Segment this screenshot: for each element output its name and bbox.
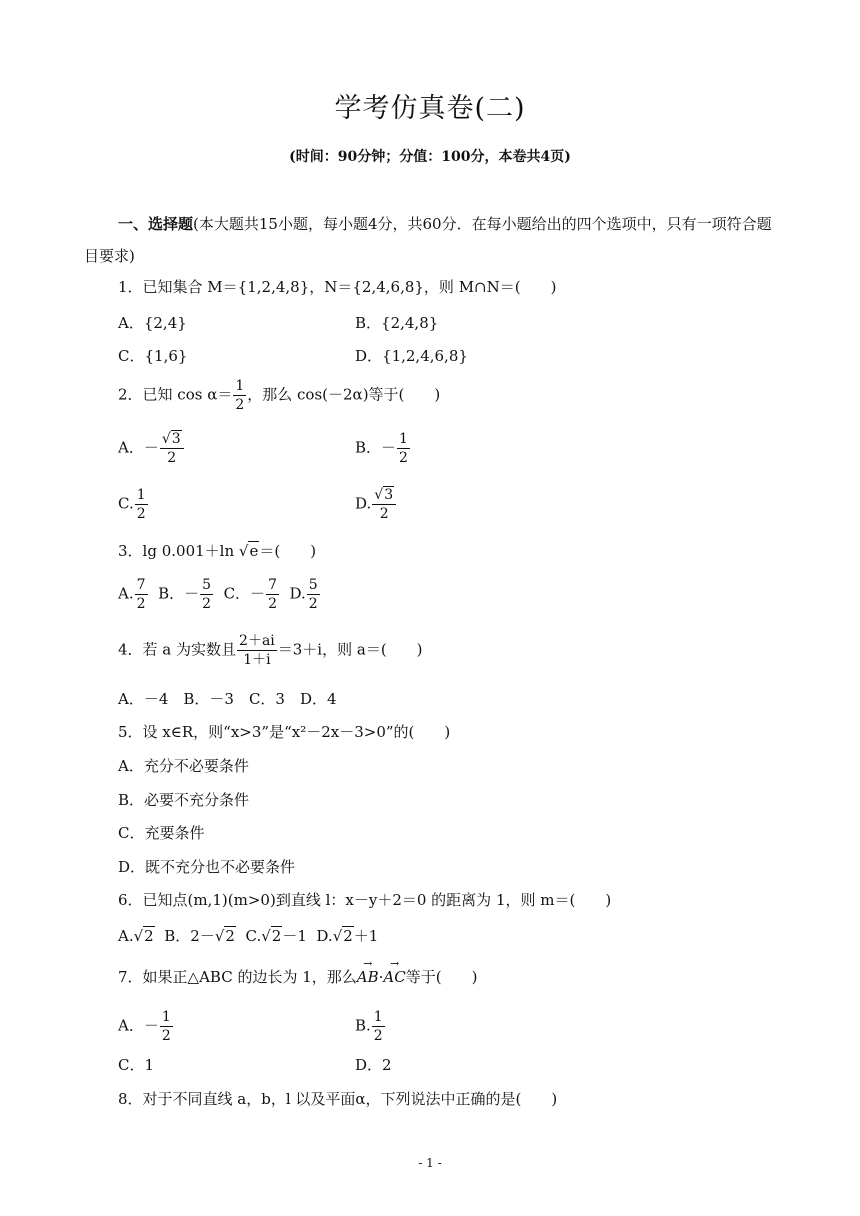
q6-b-radicand: 2 bbox=[225, 927, 235, 945]
section-instructions bbox=[84, 208, 784, 272]
q3-b-label: B．－ bbox=[158, 584, 200, 603]
q7-stem-post: 等于( ) bbox=[405, 968, 478, 986]
exam-info: (时间：90分钟；分值：100分，本卷共4页) bbox=[289, 149, 571, 165]
q6-stem: 6．已知点(m,1)(m>0)到直线 l：x－y＋2＝0 的距离为 1，则 m＝( ) bbox=[118, 891, 612, 909]
q2-c-den: 2 bbox=[136, 506, 146, 522]
q3-options bbox=[118, 576, 321, 613]
q4-stem-pre: 4．若 a 为实数且 bbox=[118, 640, 237, 659]
q7-option-a bbox=[118, 1008, 174, 1045]
q5-option-c: C．充要条件 bbox=[118, 824, 205, 842]
q7-b-label: B. bbox=[355, 1016, 371, 1035]
q7-option-d: D．2 bbox=[355, 1056, 392, 1074]
q7-dot: · bbox=[378, 968, 384, 986]
q7-a-num: 1 bbox=[161, 1009, 171, 1025]
q5-option-d: D．既不充分也不必要条件 bbox=[118, 858, 296, 876]
q6-options: A.√2 B．2－√2 C.√2－1 D.√2＋1 bbox=[118, 927, 379, 945]
q2-stem-post: ，那么 cos(－2α)等于( ) bbox=[247, 385, 441, 404]
q2-b-fraction bbox=[397, 430, 410, 467]
page-number: - 1 - bbox=[418, 1156, 442, 1170]
q3-b-num: 5 bbox=[202, 577, 212, 593]
q6-b-label: B．2－ bbox=[164, 927, 215, 945]
q4-options: A．－4 B．－3 C．3 D．4 bbox=[118, 690, 337, 708]
q2-a-radicand: 3 bbox=[171, 431, 181, 447]
q2-c-fraction bbox=[135, 486, 148, 523]
q7-stem-pre: 7．如果正△ABC 的边长为 1，那么 bbox=[118, 968, 357, 986]
q4-stem-post: ＝3＋i，则 a＝( ) bbox=[277, 640, 423, 659]
q3-d-fraction bbox=[307, 576, 320, 613]
q4-frac-den: 1＋i bbox=[237, 650, 277, 669]
q7-option-b bbox=[355, 1008, 386, 1045]
q2-a-den: 2 bbox=[160, 448, 184, 467]
q1-option-d: D．{1,2,4,6,8} bbox=[355, 347, 468, 365]
q3-stem-pre: 3．lg 0.001＋ln bbox=[118, 542, 239, 560]
q4-stem bbox=[118, 632, 423, 669]
q3-d-num: 5 bbox=[308, 577, 318, 593]
q8-stem: 8．对于不同直线 a，b，l 以及平面α，下列说法中正确的是( ) bbox=[118, 1090, 558, 1108]
q2-option-b bbox=[355, 430, 411, 467]
q1-option-a: A．{2,4} bbox=[118, 314, 187, 332]
q3-a-label: A. bbox=[118, 584, 134, 603]
q7-a-den: 2 bbox=[161, 1028, 171, 1044]
q2-d-radicand: 3 bbox=[384, 487, 394, 503]
q7-vector-ab: → AB bbox=[357, 968, 379, 986]
q2-frac-num: 1 bbox=[235, 378, 245, 394]
q4-fraction bbox=[237, 632, 277, 669]
q5-stem: 5．设 x∈R，则“x>3”是“x²－2x－3>0”的( ) bbox=[118, 723, 451, 741]
q7-a-label: A．－ bbox=[118, 1016, 159, 1035]
q6-c-radicand: 2 bbox=[271, 927, 282, 945]
q7-b-fraction bbox=[372, 1008, 385, 1045]
q2-c-label: C. bbox=[118, 494, 134, 513]
q2-option-a bbox=[118, 430, 185, 467]
q2-a-fraction bbox=[160, 430, 184, 467]
q6-a-radicand: 2 bbox=[144, 927, 154, 945]
q2-option-c bbox=[118, 486, 149, 523]
q2-a-num: √3 bbox=[161, 431, 181, 447]
q7-a-fraction bbox=[160, 1008, 173, 1045]
q2-b-label: B．－ bbox=[355, 438, 397, 457]
section-heading: 一、选择题 bbox=[118, 215, 194, 233]
q2-d-fraction bbox=[372, 486, 396, 523]
q3-stem-post: ＝( ) bbox=[259, 542, 317, 560]
q3-c-label: C．－ bbox=[223, 584, 266, 603]
q2-a-label: A．－ bbox=[118, 438, 159, 457]
q3-d-den: 2 bbox=[308, 596, 318, 612]
q3-d-label: D. bbox=[289, 584, 306, 603]
q3-c-den: 2 bbox=[268, 596, 277, 612]
q2-d-num: √3 bbox=[374, 487, 394, 503]
q2-d-den: 2 bbox=[372, 504, 396, 523]
q3-a-den: 2 bbox=[136, 596, 146, 612]
page-title: 学考仿真卷(二) bbox=[334, 93, 526, 124]
q6-a-label: A. bbox=[118, 927, 134, 945]
q2-b-den: 2 bbox=[399, 450, 408, 466]
q2-option-d bbox=[355, 486, 397, 523]
q6-c-post: －1 bbox=[282, 927, 307, 945]
q3-c-num: 7 bbox=[268, 577, 277, 593]
q2-c-num: 1 bbox=[136, 487, 146, 503]
q7-vector-ac: → AC bbox=[383, 968, 405, 986]
q5-option-b: B．必要不充分条件 bbox=[118, 791, 250, 809]
q3-stem: 3．lg 0.001＋ln √e＝( ) bbox=[118, 542, 317, 560]
q3-a-num: 7 bbox=[136, 577, 146, 593]
q2-fraction bbox=[233, 377, 246, 414]
section-text: (本大题共15小题，每小题4分，共60分．在每小题给出的四个选项中，只有一项符合题目要求) bbox=[84, 215, 772, 265]
q1-option-b: B．{2,4,8} bbox=[355, 314, 439, 332]
q3-c-fraction bbox=[266, 576, 279, 613]
q1-stem: 1．已知集合 M＝{1,2,4,8}，N＝{2,4,6,8}，则 M∩N＝( ) bbox=[118, 278, 557, 296]
q6-d-radicand: 2 bbox=[343, 927, 353, 945]
q3-a-fraction bbox=[135, 576, 148, 613]
q6-d-label: D. bbox=[316, 927, 333, 945]
q5-option-a: A．充分不必要条件 bbox=[118, 757, 249, 775]
q6-c-label: C. bbox=[245, 927, 262, 945]
q3-radicand: e bbox=[249, 542, 259, 560]
q2-b-num: 1 bbox=[399, 431, 408, 447]
q7-b-den: 2 bbox=[373, 1028, 383, 1044]
q2-stem bbox=[118, 377, 440, 414]
q2-d-label: D. bbox=[355, 494, 372, 513]
q6-d-post: ＋1 bbox=[353, 927, 379, 945]
q3-b-fraction bbox=[200, 576, 213, 613]
q4-frac-num: 2＋ai bbox=[239, 633, 275, 649]
q2-frac-den: 2 bbox=[235, 397, 245, 413]
q7-stem bbox=[118, 966, 477, 987]
q1-option-c: C．{1,6} bbox=[118, 347, 188, 365]
q7-option-c: C．1 bbox=[118, 1056, 155, 1074]
q3-b-den: 2 bbox=[202, 596, 212, 612]
q7-b-num: 1 bbox=[373, 1009, 383, 1025]
q2-stem-pre: 2．已知 cos α＝ bbox=[118, 385, 233, 404]
